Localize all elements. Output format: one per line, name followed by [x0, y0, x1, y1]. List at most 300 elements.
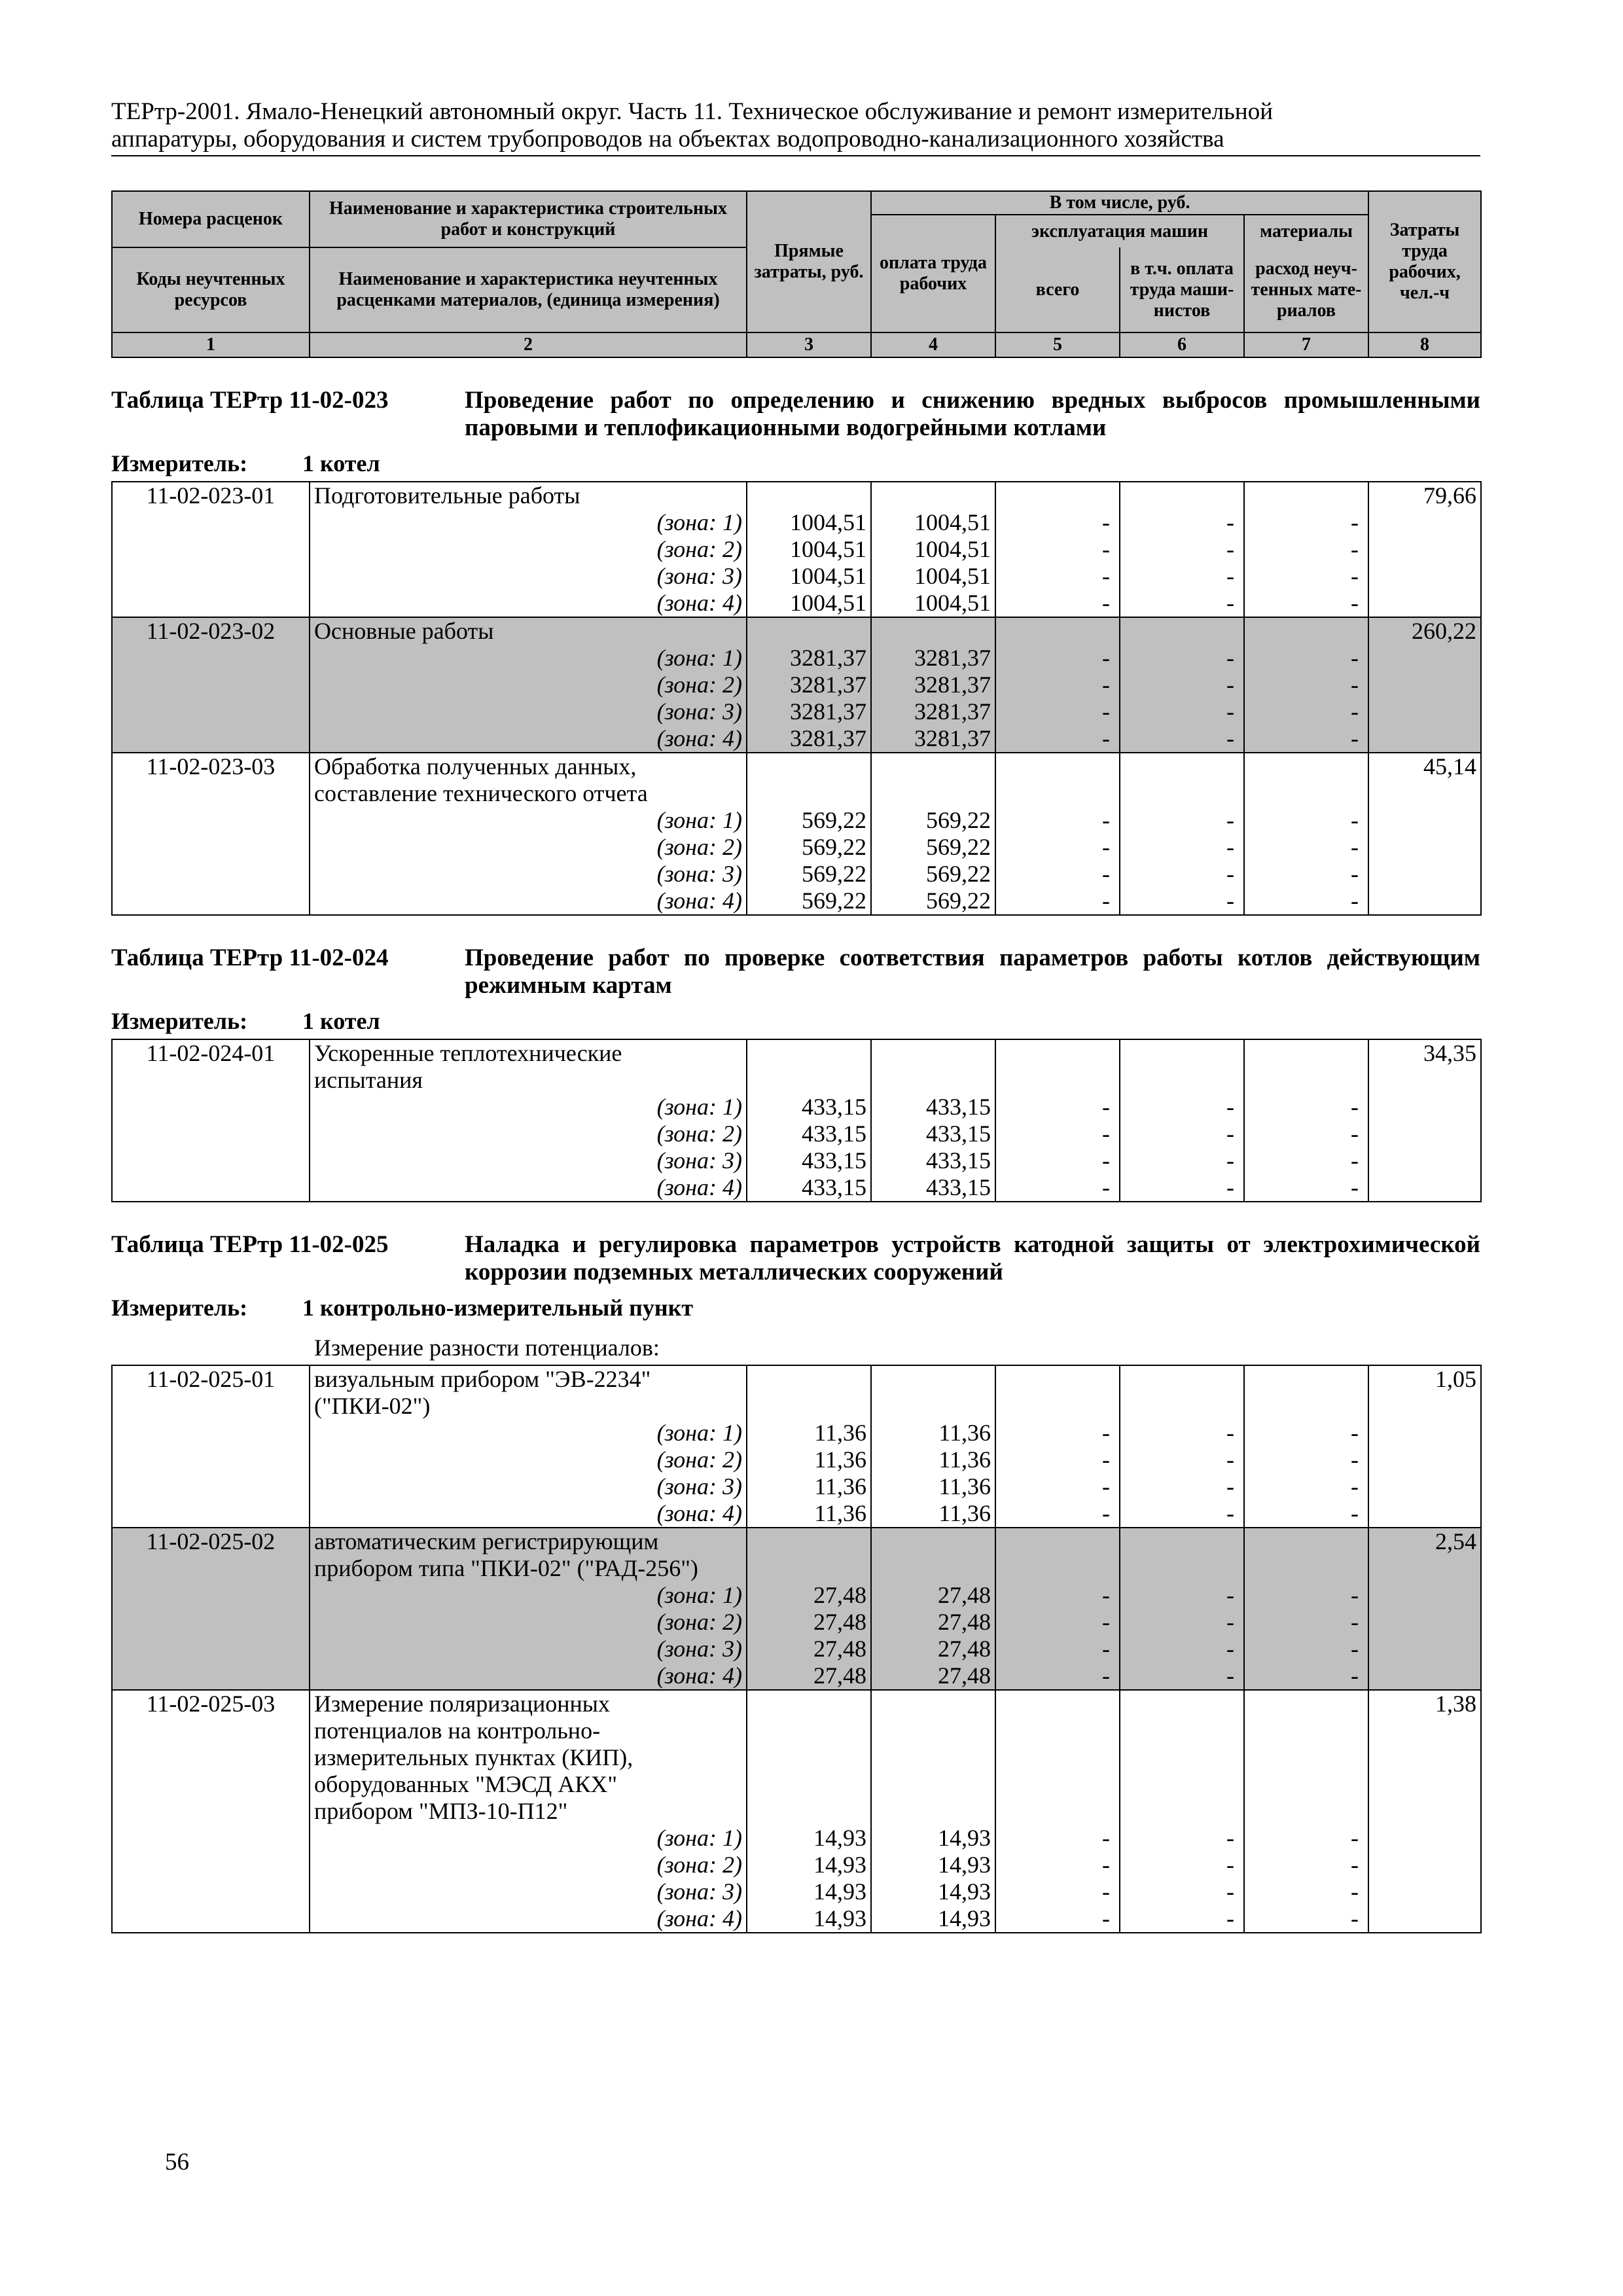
labor-cost: [1368, 1067, 1481, 1094]
unaccounted-materials: -: [1244, 1878, 1368, 1905]
labor-cost: 2,54: [1368, 1528, 1481, 1555]
zone-label: (зона: 1): [310, 1420, 747, 1446]
unaccounted-materials: -: [1244, 1662, 1368, 1690]
machinist-pay: -: [1120, 1662, 1244, 1690]
rate-table: [111, 1039, 1482, 1202]
unaccounted-materials: -: [1244, 1825, 1368, 1852]
header-unaccounted-materials: расход неуч-тенных мате-риалов: [1244, 247, 1368, 332]
table-row: [112, 590, 1481, 617]
rate-code: 11-02-025-02: [112, 1528, 310, 1555]
machinist-pay: -: [1120, 698, 1244, 725]
unaccounted-materials: -: [1244, 1147, 1368, 1174]
table-row: [112, 780, 1481, 807]
zone-label: (зона: 3): [310, 1147, 747, 1174]
machinist-pay: -: [1120, 1121, 1244, 1147]
unaccounted-materials: -: [1244, 1420, 1368, 1446]
column-number: 7: [1244, 332, 1368, 357]
machines-total: -: [995, 834, 1120, 861]
measure-value: 1 котел: [302, 450, 380, 476]
measure-value: 1 котел: [302, 1008, 380, 1034]
machines-total: -: [995, 1147, 1120, 1174]
table-row: [112, 1094, 1481, 1121]
table-row: [112, 1771, 1481, 1798]
table-row: [112, 1500, 1481, 1528]
direct-cost: 11,36: [747, 1420, 871, 1446]
machinist-pay: -: [1120, 509, 1244, 536]
table-row: [112, 698, 1481, 725]
direct-cost: 14,93: [747, 1905, 871, 1933]
table-row: [112, 1473, 1481, 1500]
zone-label: (зона: 3): [310, 1473, 747, 1500]
document-title: [111, 98, 1480, 153]
column-number: 2: [310, 332, 747, 357]
table-row: [112, 645, 1481, 672]
table-row: [112, 1039, 1481, 1067]
document-title-line-2: аппаратуры, оборудования и систем трубопроводов на объектах водопроводно-канализационного хозяйства: [111, 126, 1224, 152]
zone-label: (зона: 3): [310, 698, 747, 725]
direct-cost: 27,48: [747, 1636, 871, 1662]
rate-table-section: [111, 1231, 1480, 1933]
unaccounted-materials: -: [1244, 1905, 1368, 1933]
measure-label: Измеритель:: [111, 1008, 248, 1034]
machinist-pay: -: [1120, 1094, 1244, 1121]
document-title-line-1: ТЕРтр-2001. Ямало-Ненецкий автономный округ. Часть 11. Техническое обслуживание и ремонт измерительной: [111, 98, 1274, 125]
unaccounted-materials: -: [1244, 645, 1368, 672]
zone-label: (зона: 4): [310, 1500, 747, 1528]
machinist-pay: -: [1120, 645, 1244, 672]
table-caption: [111, 387, 1480, 442]
table-row: [112, 1825, 1481, 1852]
worker-pay: 1004,51: [871, 563, 995, 590]
machines-total: -: [995, 1094, 1120, 1121]
worker-pay: 433,15: [871, 1174, 995, 1202]
measure-label: Измеритель:: [111, 450, 248, 476]
table-row: [112, 1852, 1481, 1878]
column-header-table: [111, 190, 1482, 358]
machines-total: -: [995, 1636, 1120, 1662]
rate-code: [112, 1744, 310, 1771]
labor-cost: [1368, 1555, 1481, 1582]
machinist-pay: -: [1120, 1852, 1244, 1878]
machines-total: -: [995, 1473, 1120, 1500]
table-row: [112, 861, 1481, 888]
zone-label: (зона: 2): [310, 536, 747, 563]
unaccounted-materials: -: [1244, 1500, 1368, 1528]
table-number: Таблица ТЕРтр 11-02-023: [111, 387, 389, 414]
machines-total: -: [995, 807, 1120, 834]
work-name-line: оборудованных "МЭСД АКХ": [310, 1771, 747, 1798]
unaccounted-materials: -: [1244, 698, 1368, 725]
work-name-line: ("ПКИ-02"): [310, 1393, 747, 1420]
direct-cost: 3281,37: [747, 645, 871, 672]
worker-pay: 1004,51: [871, 509, 995, 536]
machines-total: -: [995, 1174, 1120, 1202]
machines-total: -: [995, 672, 1120, 698]
worker-pay: 569,22: [871, 861, 995, 888]
labor-cost: 260,22: [1368, 617, 1481, 645]
machinist-pay: -: [1120, 1500, 1244, 1528]
rate-code: 11-02-025-01: [112, 1365, 310, 1393]
header-resource-codes: Коды неучтенных ресурсов: [112, 247, 310, 332]
labor-cost: [1368, 1771, 1481, 1798]
worker-pay: 27,48: [871, 1609, 995, 1636]
table-row: [112, 807, 1481, 834]
labor-cost: [1368, 780, 1481, 807]
machines-total: -: [995, 1446, 1120, 1473]
machines-total: -: [995, 509, 1120, 536]
worker-pay: 569,22: [871, 888, 995, 915]
direct-cost: 433,15: [747, 1094, 871, 1121]
rate-code: [112, 1717, 310, 1744]
zone-label: (зона: 1): [310, 1094, 747, 1121]
table-row: [112, 1174, 1481, 1202]
worker-pay: 3281,37: [871, 725, 995, 753]
worker-pay: 569,22: [871, 834, 995, 861]
machinist-pay: -: [1120, 1473, 1244, 1500]
header-labor: Затраты труда рабочих, чел.-ч: [1368, 191, 1481, 332]
zone-label: (зона: 2): [310, 1446, 747, 1473]
machines-total: -: [995, 1609, 1120, 1636]
rate-code: [112, 1393, 310, 1420]
column-number: 8: [1368, 332, 1481, 357]
table-row: [112, 509, 1481, 536]
work-name-line: прибором "МПЗ-10-П12": [310, 1798, 747, 1825]
machinist-pay: -: [1120, 888, 1244, 915]
zone-label: (зона: 4): [310, 1905, 747, 1933]
machinist-pay: -: [1120, 1582, 1244, 1609]
direct-cost: 11,36: [747, 1473, 871, 1500]
table-row: [112, 1582, 1481, 1609]
unaccounted-materials: -: [1244, 1582, 1368, 1609]
zone-label: (зона: 2): [310, 1121, 747, 1147]
machines-total: -: [995, 645, 1120, 672]
header-machines-total: всего: [995, 247, 1120, 332]
worker-pay: 11,36: [871, 1473, 995, 1500]
machines-total: -: [995, 1852, 1120, 1878]
unaccounted-materials: -: [1244, 672, 1368, 698]
unaccounted-materials: -: [1244, 834, 1368, 861]
unaccounted-materials: -: [1244, 1636, 1368, 1662]
machines-total: -: [995, 725, 1120, 753]
machines-total: -: [995, 563, 1120, 590]
header-machines: эксплуатация машин: [995, 215, 1244, 247]
table-row: [112, 1528, 1481, 1555]
header-work-name: Наименование и характеристика строительных работ и конструкций: [310, 191, 747, 247]
table-row: [112, 1717, 1481, 1744]
rate-code: 11-02-024-01: [112, 1039, 310, 1067]
rate-code: 11-02-025-03: [112, 1690, 310, 1717]
work-name-line: испытания: [310, 1067, 747, 1094]
worker-pay: 14,93: [871, 1825, 995, 1852]
worker-pay: 3281,37: [871, 698, 995, 725]
column-number: 1: [112, 332, 310, 357]
direct-cost: 1004,51: [747, 563, 871, 590]
measure-line: [111, 450, 1480, 477]
direct-cost: 27,48: [747, 1609, 871, 1636]
column-number: 3: [747, 332, 871, 357]
rate-code: 11-02-023-03: [112, 753, 310, 780]
rate-tables: [111, 387, 1480, 1933]
labor-cost: 1,05: [1368, 1365, 1481, 1393]
header-including: В том числе, руб.: [871, 191, 1368, 215]
machinist-pay: -: [1120, 1147, 1244, 1174]
worker-pay: 27,48: [871, 1662, 995, 1690]
machinist-pay: -: [1120, 861, 1244, 888]
table-row: [112, 617, 1481, 645]
table-row: [112, 1365, 1481, 1393]
table-row: [112, 1121, 1481, 1147]
worker-pay: 1004,51: [871, 536, 995, 563]
zone-label: (зона: 1): [310, 1825, 747, 1852]
table-row: [112, 482, 1481, 509]
machines-total: -: [995, 1905, 1120, 1933]
worker-pay: 433,15: [871, 1147, 995, 1174]
rate-code: [112, 1771, 310, 1798]
table-row: [112, 1420, 1481, 1446]
zone-label: (зона: 4): [310, 590, 747, 617]
machines-total: -: [995, 536, 1120, 563]
direct-cost: 433,15: [747, 1174, 871, 1202]
header-materials: материалы: [1244, 215, 1368, 247]
unaccounted-materials: -: [1244, 807, 1368, 834]
measure-label: Измеритель:: [111, 1295, 248, 1321]
table-row: [112, 1067, 1481, 1094]
table-row: [112, 536, 1481, 563]
rate-table: [111, 481, 1482, 916]
rate-table: [111, 1365, 1482, 1933]
column-number: 6: [1120, 332, 1244, 357]
worker-pay: 3281,37: [871, 645, 995, 672]
direct-cost: 14,93: [747, 1825, 871, 1852]
worker-pay: 11,36: [871, 1500, 995, 1528]
machines-total: -: [995, 1500, 1120, 1528]
table-row: [112, 1690, 1481, 1717]
worker-pay: 14,93: [871, 1852, 995, 1878]
worker-pay: 27,48: [871, 1636, 995, 1662]
machinist-pay: -: [1120, 725, 1244, 753]
direct-cost: 569,22: [747, 834, 871, 861]
machinist-pay: -: [1120, 563, 1244, 590]
machines-total: -: [995, 1662, 1120, 1690]
rate-code: 11-02-023-01: [112, 482, 310, 509]
unaccounted-materials: -: [1244, 509, 1368, 536]
table-row: [112, 1609, 1481, 1636]
machinist-pay: -: [1120, 1825, 1244, 1852]
header-rate-numbers: Номера расценок: [112, 191, 310, 247]
direct-cost: 1004,51: [747, 536, 871, 563]
rate-table-section: [111, 944, 1480, 1202]
worker-pay: 27,48: [871, 1582, 995, 1609]
table-row: [112, 563, 1481, 590]
work-name-line: Подготовительные работы: [310, 482, 747, 509]
direct-cost: 27,48: [747, 1662, 871, 1690]
machines-total: -: [995, 698, 1120, 725]
machinist-pay: -: [1120, 1905, 1244, 1933]
header-machinist-pay: в т.ч. оплата труда маши-нистов: [1120, 247, 1244, 332]
worker-pay: 14,93: [871, 1878, 995, 1905]
zone-label: (зона: 1): [310, 807, 747, 834]
measure-line: [111, 1007, 1480, 1035]
machinist-pay: -: [1120, 1609, 1244, 1636]
header-worker-pay: оплата труда рабочих: [871, 215, 995, 332]
page-number: 56: [165, 2149, 189, 2176]
table-row: [112, 1905, 1481, 1933]
table-row: [112, 888, 1481, 915]
direct-cost: 3281,37: [747, 725, 871, 753]
work-name-line: прибором типа "ПКИ-02" ("РАД-256"): [310, 1555, 747, 1582]
table-row: [112, 834, 1481, 861]
zone-label: (зона: 2): [310, 1852, 747, 1878]
worker-pay: 11,36: [871, 1446, 995, 1473]
rate-code: [112, 1067, 310, 1094]
machinist-pay: -: [1120, 672, 1244, 698]
direct-cost: 433,15: [747, 1147, 871, 1174]
machines-total: -: [995, 590, 1120, 617]
unaccounted-materials: -: [1244, 861, 1368, 888]
table-row: [112, 672, 1481, 698]
rate-code: [112, 1798, 310, 1825]
work-name-line: Ускоренные теплотехнические: [310, 1039, 747, 1067]
labor-cost: [1368, 1798, 1481, 1825]
header-direct-costs: Прямые затраты, руб.: [747, 191, 871, 332]
worker-pay: 1004,51: [871, 590, 995, 617]
work-name-line: потенциалов на контрольно-: [310, 1717, 747, 1744]
zone-label: (зона: 1): [310, 645, 747, 672]
direct-cost: 1004,51: [747, 509, 871, 536]
measure-value: 1 контрольно-измерительный пункт: [302, 1295, 694, 1321]
labor-cost: [1368, 1744, 1481, 1771]
table-title: Проведение работ по определению и снижению вредных выбросов промышленными паровыми и теплофикационными водогрейными котлами: [465, 387, 1480, 441]
machines-total: -: [995, 1420, 1120, 1446]
zone-label: (зона: 2): [310, 834, 747, 861]
zone-label: (зона: 3): [310, 1878, 747, 1905]
table-row: [112, 1662, 1481, 1690]
rate-table-section: [111, 387, 1480, 916]
unaccounted-materials: -: [1244, 725, 1368, 753]
column-number: 5: [995, 332, 1120, 357]
direct-cost: 27,48: [747, 1582, 871, 1609]
machinist-pay: -: [1120, 590, 1244, 617]
title-underline: [111, 155, 1480, 156]
table-row: [112, 1555, 1481, 1582]
labor-cost: [1368, 1717, 1481, 1744]
work-name-line: Обработка полученных данных,: [310, 753, 747, 780]
direct-cost: 11,36: [747, 1446, 871, 1473]
zone-label: (зона: 3): [310, 861, 747, 888]
zone-label: (зона: 4): [310, 1662, 747, 1690]
worker-pay: 433,15: [871, 1121, 995, 1147]
machinist-pay: -: [1120, 834, 1244, 861]
machines-total: -: [995, 1582, 1120, 1609]
zone-label: (зона: 2): [310, 672, 747, 698]
machinist-pay: -: [1120, 807, 1244, 834]
machinist-pay: -: [1120, 1878, 1244, 1905]
zone-label: (зона: 4): [310, 1174, 747, 1202]
labor-cost: 1,38: [1368, 1690, 1481, 1717]
machinist-pay: -: [1120, 1446, 1244, 1473]
labor-cost: 34,35: [1368, 1039, 1481, 1067]
table-pre-text: Измерение разности потенциалов:: [314, 1335, 660, 1361]
unaccounted-materials: -: [1244, 1174, 1368, 1202]
direct-cost: 3281,37: [747, 698, 871, 725]
zone-label: (зона: 2): [310, 1609, 747, 1636]
unaccounted-materials: -: [1244, 1852, 1368, 1878]
table-row: [112, 1744, 1481, 1771]
table-row: [112, 1393, 1481, 1420]
zone-label: (зона: 4): [310, 725, 747, 753]
worker-pay: 11,36: [871, 1420, 995, 1446]
table-row: [112, 1636, 1481, 1662]
table-title: Проведение работ по проверке соответствия параметров работы котлов действующим режимным картам: [465, 944, 1480, 999]
zone-label: (зона: 1): [310, 1582, 747, 1609]
rate-code: [112, 780, 310, 807]
zone-label: (зона: 1): [310, 509, 747, 536]
unaccounted-materials: -: [1244, 563, 1368, 590]
labor-cost: 79,66: [1368, 482, 1481, 509]
machines-total: -: [995, 861, 1120, 888]
direct-cost: 3281,37: [747, 672, 871, 698]
direct-cost: 569,22: [747, 861, 871, 888]
work-name-line: составление технического отчета: [310, 780, 747, 807]
rate-code: [112, 1555, 310, 1582]
measure-line: [111, 1294, 1480, 1321]
machines-total: -: [995, 888, 1120, 915]
machinist-pay: -: [1120, 1636, 1244, 1662]
table-number: Таблица ТЕРтр 11-02-024: [111, 944, 389, 971]
machinist-pay: -: [1120, 536, 1244, 563]
machines-total: -: [995, 1121, 1120, 1147]
zone-label: (зона: 4): [310, 888, 747, 915]
direct-cost: 14,93: [747, 1878, 871, 1905]
direct-cost: 1004,51: [747, 590, 871, 617]
worker-pay: 14,93: [871, 1905, 995, 1933]
worker-pay: 433,15: [871, 1094, 995, 1121]
unaccounted-materials: -: [1244, 536, 1368, 563]
labor-cost: [1368, 1393, 1481, 1420]
unaccounted-materials: -: [1244, 1473, 1368, 1500]
worker-pay: 569,22: [871, 807, 995, 834]
direct-cost: 433,15: [747, 1121, 871, 1147]
header-material-name: Наименование и характеристика неучтенных расценками материалов, (единица измерения): [310, 247, 747, 332]
rate-code: 11-02-023-02: [112, 617, 310, 645]
work-name-line: измерительных пунктах (КИП),: [310, 1744, 747, 1771]
table-row: [112, 725, 1481, 753]
direct-cost: 11,36: [747, 1500, 871, 1528]
zone-label: (зона: 3): [310, 1636, 747, 1662]
table-row: [112, 753, 1481, 780]
machinist-pay: -: [1120, 1420, 1244, 1446]
work-name-line: Измерение поляризационных: [310, 1690, 747, 1717]
table-number: Таблица ТЕРтр 11-02-025: [111, 1231, 389, 1258]
direct-cost: 14,93: [747, 1852, 871, 1878]
direct-cost: 569,22: [747, 807, 871, 834]
machines-total: -: [995, 1878, 1120, 1905]
unaccounted-materials: -: [1244, 1094, 1368, 1121]
table-title: Наладка и регулировка параметров устройств катодной защиты от электрохимической коррозии подземных металлических сооружений: [465, 1231, 1480, 1285]
unaccounted-materials: -: [1244, 590, 1368, 617]
work-name-line: визуальным прибором "ЭВ-2234": [310, 1365, 747, 1393]
labor-cost: 45,14: [1368, 753, 1481, 780]
table-row: [112, 1446, 1481, 1473]
table-caption: [111, 944, 1480, 999]
unaccounted-materials: -: [1244, 1609, 1368, 1636]
worker-pay: 3281,37: [871, 672, 995, 698]
unaccounted-materials: -: [1244, 888, 1368, 915]
work-name-line: автоматическим регистрирующим: [310, 1528, 747, 1555]
zone-label: (зона: 3): [310, 563, 747, 590]
machines-total: -: [995, 1825, 1120, 1852]
unaccounted-materials: -: [1244, 1121, 1368, 1147]
